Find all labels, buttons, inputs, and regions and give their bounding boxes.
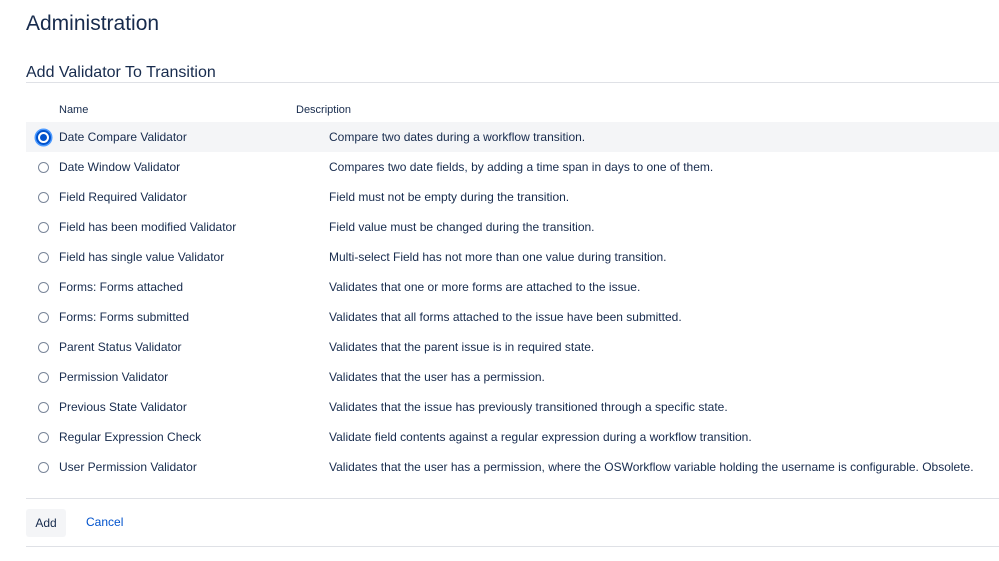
validator-description: Field value must be changed during the transition.: [329, 220, 595, 234]
radio-button[interactable]: [38, 312, 49, 323]
validator-row[interactable]: [26, 152, 999, 182]
footer-divider: [26, 546, 999, 547]
radio-button[interactable]: [38, 162, 49, 173]
validator-description: Validates that the user has a permission, where the OSWorkflow variable holding the username is configurable. Obsolete.: [329, 460, 974, 474]
radio-cell: [26, 192, 59, 203]
table-body: [26, 122, 999, 482]
section-title: Add Validator To Transition: [26, 64, 216, 81]
validator-name: Forms: Forms submitted: [59, 310, 190, 324]
validator-name: Field has been modified Validator: [59, 220, 237, 234]
add-button[interactable]: Add: [26, 509, 66, 537]
radio-button[interactable]: [38, 282, 49, 293]
validator-row[interactable]: [26, 182, 999, 212]
radio-button[interactable]: [38, 222, 49, 233]
validator-name: Field Required Validator: [59, 190, 187, 204]
radio-cell: [26, 312, 59, 323]
validator-description: Validates that all forms attached to the issue have been submitted.: [329, 310, 682, 324]
cancel-link[interactable]: Cancel: [86, 515, 124, 529]
radio-cell: [26, 222, 59, 233]
validator-description: Field must not be empty during the transition.: [329, 190, 570, 204]
section-divider: [26, 82, 999, 83]
validator-table: [26, 98, 999, 482]
validator-row[interactable]: [26, 242, 999, 272]
validator-row[interactable]: [26, 452, 999, 482]
radio-cell: [26, 342, 59, 353]
radio-button[interactable]: [38, 342, 49, 353]
radio-cell: [26, 252, 59, 263]
radio-cell: [26, 402, 59, 413]
column-header-description: Description: [296, 104, 352, 116]
validator-description: Validates that one or more forms are attached to the issue.: [329, 280, 641, 294]
validator-description: Validate field contents against a regular expression during a workflow transition.: [329, 430, 752, 444]
radio-cell: [26, 282, 59, 293]
validator-description: Multi-select Field has not more than one value during transition.: [329, 250, 667, 264]
page-title: Administration: [26, 12, 160, 35]
table-divider: [26, 498, 999, 499]
validator-name: Previous State Validator: [59, 400, 187, 414]
validator-name: Field has single value Validator: [59, 250, 225, 264]
validator-row[interactable]: [26, 392, 999, 422]
validator-row[interactable]: [26, 422, 999, 452]
validator-row[interactable]: [26, 362, 999, 392]
radio-cell: [26, 462, 59, 473]
validator-description: Compare two dates during a workflow transition.: [329, 130, 586, 144]
radio-button[interactable]: [38, 192, 49, 203]
validator-description: Validates that the parent issue is in required state.: [329, 340, 595, 354]
validator-name: Date Compare Validator: [59, 130, 187, 144]
radio-button[interactable]: [38, 372, 49, 383]
validator-row[interactable]: [26, 122, 999, 152]
validator-description: Compares two date fields, by adding a time span in days to one of them.: [329, 160, 714, 174]
validator-row[interactable]: [26, 332, 999, 362]
validator-description: Validates that the user has a permission.: [329, 370, 545, 384]
radio-button[interactable]: [38, 252, 49, 263]
validator-name: Forms: Forms attached: [59, 280, 184, 294]
validator-row[interactable]: [26, 272, 999, 302]
radio-button[interactable]: [38, 432, 49, 443]
validator-description: Validates that the issue has previously transitioned through a specific state.: [329, 400, 728, 414]
radio-cell: [26, 372, 59, 383]
validator-name: User Permission Validator: [59, 460, 197, 474]
radio-button[interactable]: [38, 402, 49, 413]
validator-name: Date Window Validator: [59, 160, 181, 174]
table-header: [26, 98, 999, 122]
validator-name: Permission Validator: [59, 370, 169, 384]
validator-name: Parent Status Validator: [59, 340, 182, 354]
column-header-name: Name: [59, 104, 89, 116]
radio-cell: [26, 162, 59, 173]
radio-cell: [26, 432, 59, 443]
validator-name: Regular Expression Check: [59, 430, 202, 444]
radio-button-selected[interactable]: [36, 130, 51, 145]
radio-cell: [26, 130, 59, 145]
validator-row[interactable]: [26, 212, 999, 242]
validator-row[interactable]: [26, 302, 999, 332]
radio-button[interactable]: [38, 462, 49, 473]
